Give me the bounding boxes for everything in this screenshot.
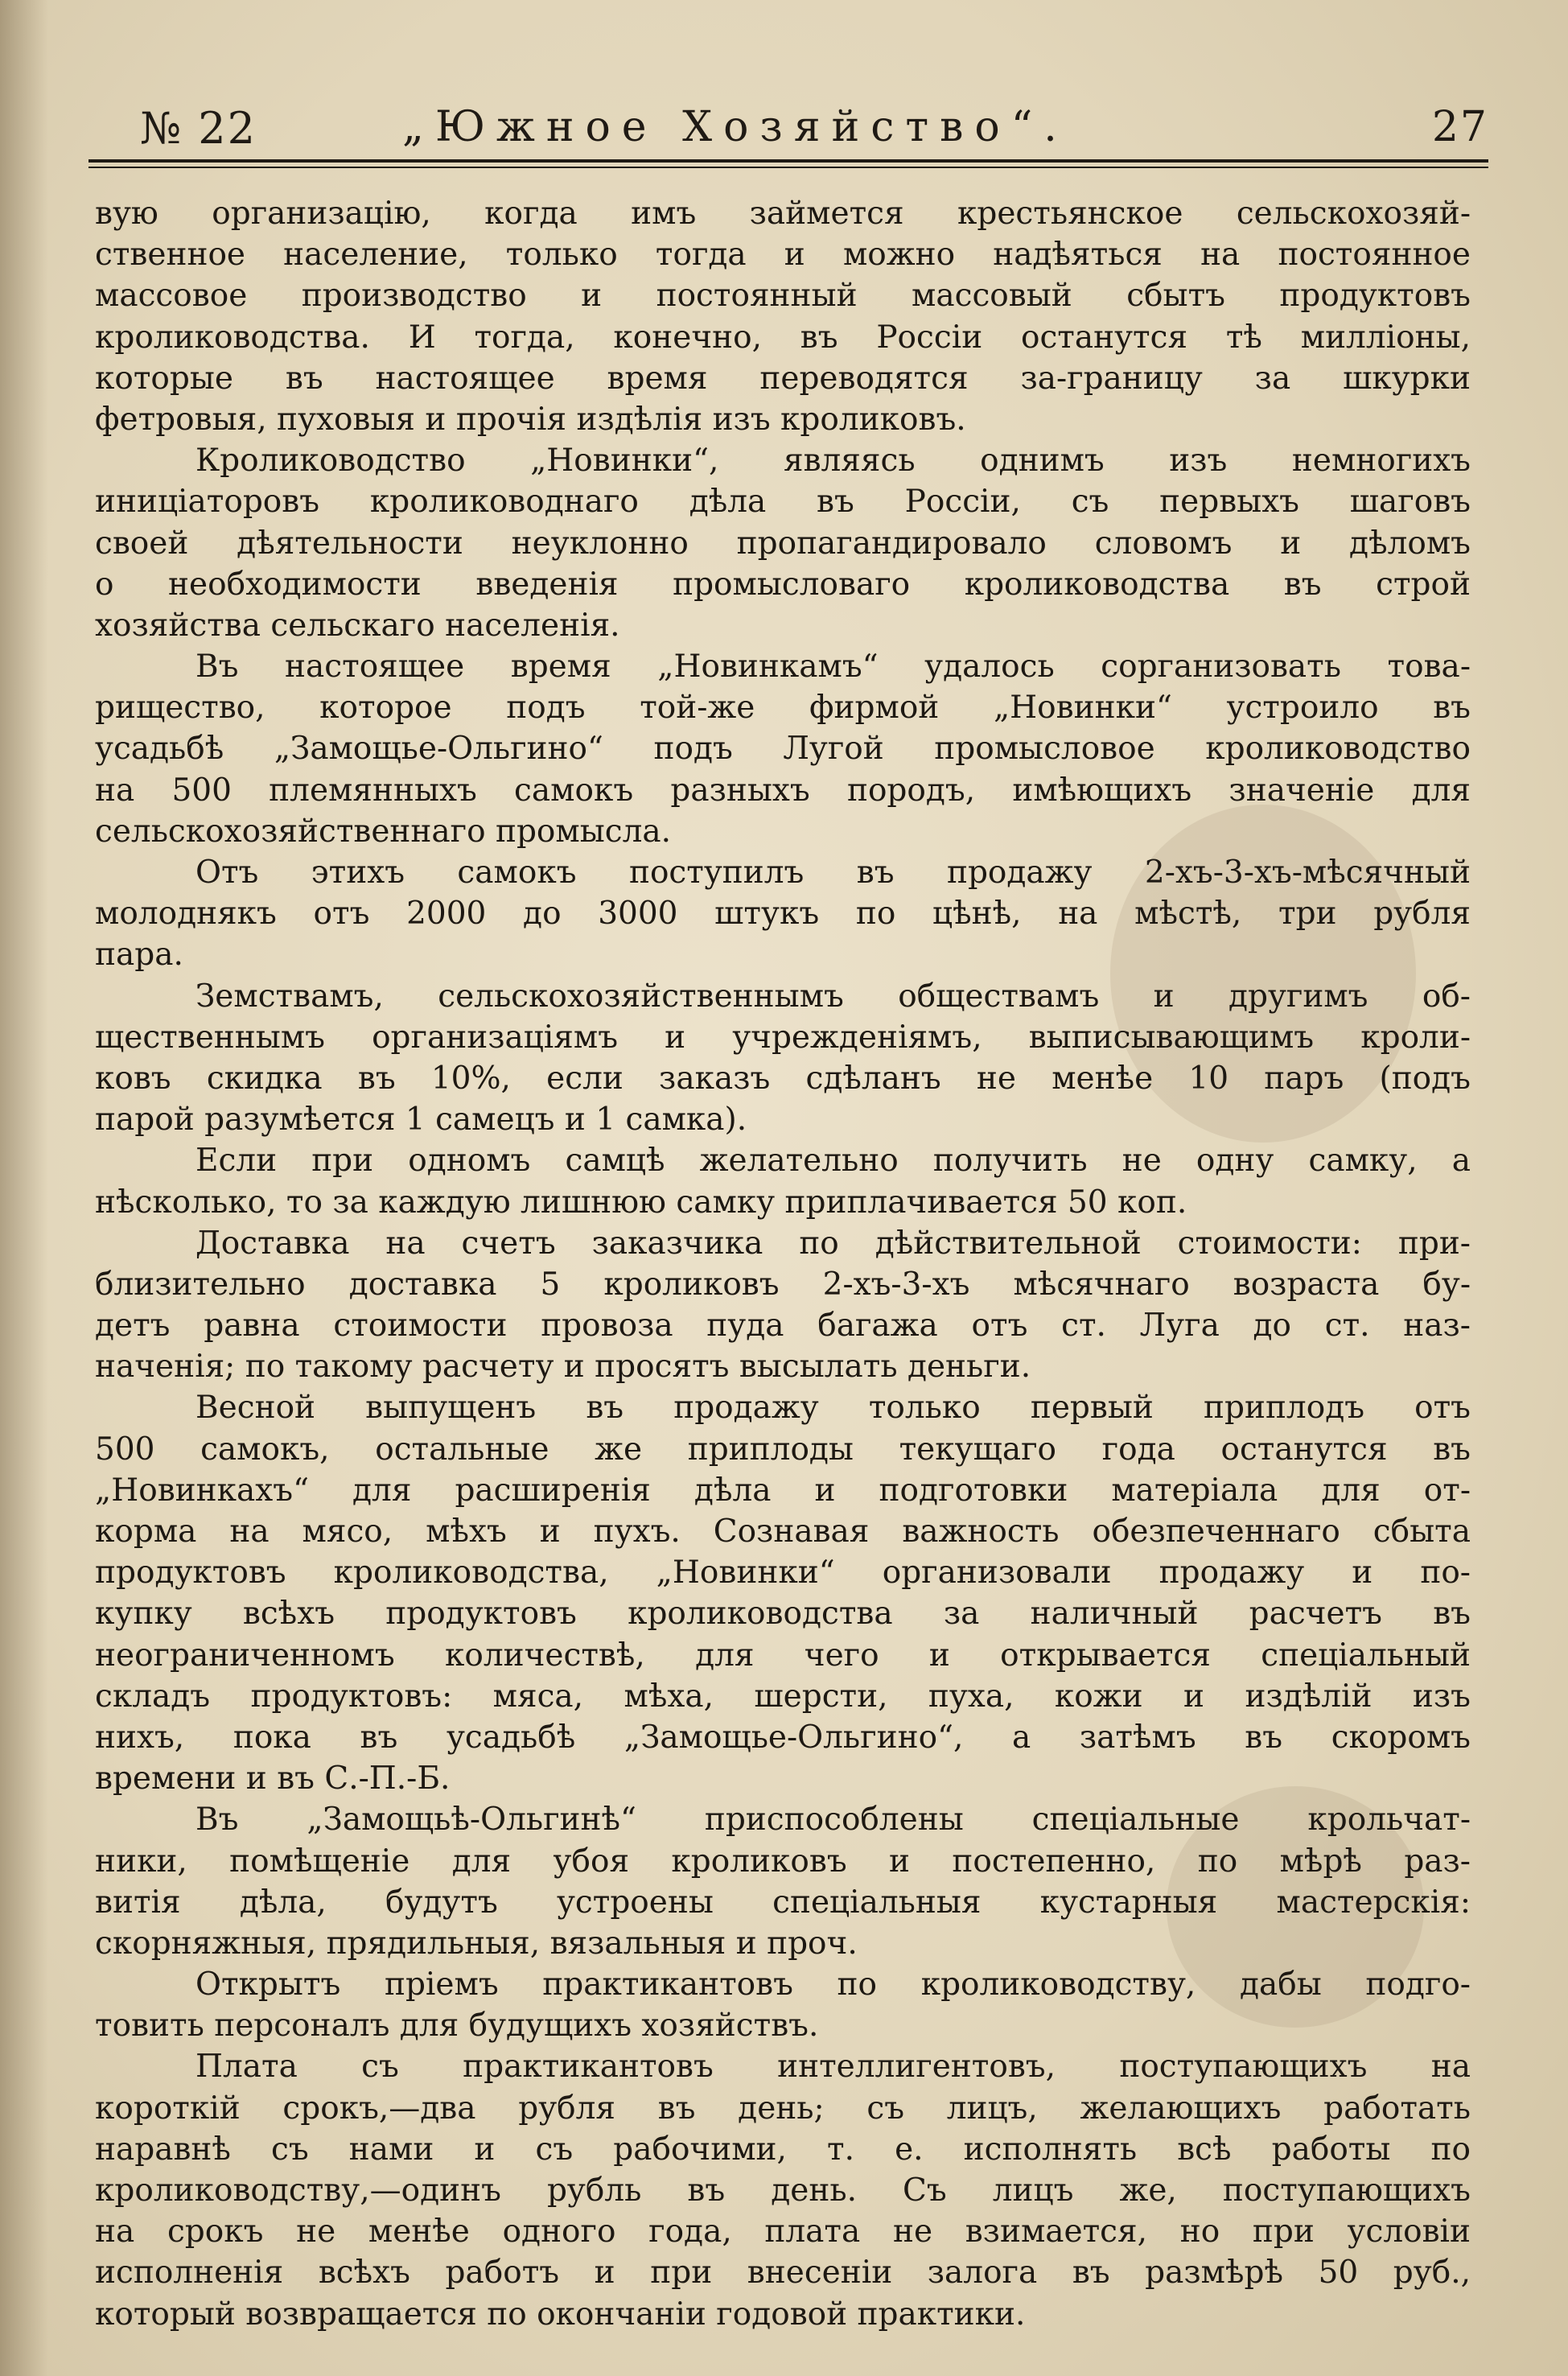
issue-number: № 22 — [140, 103, 257, 154]
text-line: витія дѣла, будутъ устроены спеціальныя кустарныя мастерскія: — [95, 1884, 1471, 1921]
spine-shadow — [0, 0, 48, 2376]
text-line: Доставка на счетъ заказчика по дѣйствительной стоимости: при- — [195, 1225, 1471, 1262]
text-line: вую организацію, когда имъ займется крестьянское сельскохозяй- — [95, 196, 1471, 232]
running-header — [88, 95, 1488, 159]
text-line: товить персоналъ для будущихъ хозяйствъ. — [95, 2007, 819, 2045]
text-line: времени и въ С.-П.-Б. — [95, 1760, 451, 1797]
text-line: кролиководству,—одинъ рубль въ день. Съ лицъ же, поступающихъ — [95, 2172, 1471, 2209]
text-line: иниціаторовъ кролиководнаго дѣла въ Россіи, съ первыхъ шаговъ — [95, 484, 1471, 521]
text-line: щественнымъ организаціямъ и учрежденіямъ, выписывающимъ кроли- — [95, 1019, 1471, 1056]
text-line: на срокъ не менѣе одного года, плата не взимается, но при условіи — [95, 2213, 1471, 2250]
text-line: массовое производство и постоянный массовый сбытъ продуктовъ — [95, 278, 1471, 315]
article-body — [95, 193, 1471, 2335]
text-line: Въ „Замощьѣ-Ольгинѣ“ приспособлены спеціальные крольчат- — [195, 1802, 1471, 1839]
text-line: скорняжныя, прядильныя, вязальныя и проч. — [95, 1925, 858, 1962]
page-number: 27 — [1431, 103, 1488, 151]
text-line: Отъ этихъ самокъ поступилъ въ продажу 2-хъ-3-хъ-мѣсячный — [195, 854, 1471, 891]
text-line: Кролиководство „Новинки“, являясь однимъ изъ немногихъ — [195, 443, 1471, 480]
text-line: усадьбѣ „Замощье-Ольгино“ подъ Лугой промысловое кролиководство — [95, 731, 1471, 768]
text-line: Открытъ пріемъ практикантовъ по кролиководству, дабы подго- — [195, 1966, 1471, 2003]
journal-title: „Южное Хозяйство“. — [402, 103, 1068, 151]
text-line: ковъ скидка въ 10%, если заказъ сдѣланъ не менѣе 10 паръ (подъ — [95, 1060, 1471, 1097]
text-line: Весной выпущенъ въ продажу только первый приплодъ отъ — [195, 1390, 1471, 1427]
text-line: своей дѣятельности неуклонно пропагандировало словомъ и дѣломъ — [95, 525, 1471, 562]
text-line: складъ продуктовъ: мяса, мѣха, шерсти, пуха, кожи и издѣлій изъ — [95, 1678, 1471, 1715]
text-line: Плата съ практикантовъ интеллигентовъ, поступающихъ на — [195, 2049, 1471, 2086]
text-line: пара. — [95, 937, 183, 974]
text-line: который возвращается по окончаніи годовой практики. — [95, 2296, 1026, 2333]
text-line: парой разумѣется 1 самецъ и 1 самка). — [95, 1102, 747, 1139]
text-line: наравнѣ съ нами и съ рабочими, т. е. исполнять всѣ работы по — [95, 2131, 1471, 2168]
text-line: фетровыя, пуховыя и прочія издѣлія изъ кроликовъ. — [95, 401, 966, 438]
text-line: которые въ настоящее время переводятся за-границу за шкурки — [95, 360, 1471, 397]
text-line: Если при одномъ самцѣ желательно получить не одну самку, а — [195, 1143, 1471, 1180]
text-line: Земствамъ, сельскохозяйственнымъ обществамъ и другимъ об- — [195, 978, 1471, 1015]
text-line: корма на мясо, мѣхъ и пухъ. Сознавая важность обезпеченнаго сбыта — [95, 1513, 1471, 1550]
text-line: наченія; по такому расчету и просятъ высылать деньги. — [95, 1349, 1031, 1386]
text-line: „Новинкахъ“ для расширенія дѣла и подготовки матеріала для от- — [95, 1472, 1471, 1509]
header-rule-thick — [88, 159, 1488, 163]
text-line: короткій срокъ,—два рубля въ день; съ лицъ, желающихъ работать — [95, 2090, 1471, 2127]
text-line: ники, помѣщеніе для убоя кроликовъ и постепенно, по мѣрѣ раз- — [95, 1843, 1471, 1880]
text-line: о необходимости введенія промысловаго кролиководства въ строй — [95, 566, 1471, 603]
header-rule-thin — [88, 167, 1488, 168]
text-line: молоднякъ отъ 2000 до 3000 штукъ по цѣнѣ, на мѣстѣ, три рубля — [95, 896, 1471, 933]
text-line: хозяйства сельскаго населенія. — [95, 607, 620, 644]
text-line: детъ равна стоимости провоза пуда багажа отъ ст. Луга до ст. наз- — [95, 1307, 1471, 1344]
text-line: ственное население, только тогда и можно надѣяться на постоянное — [95, 237, 1471, 274]
text-line: нихъ, пока въ усадьбѣ „Замощье-Ольгино“, а затѣмъ въ скоромъ — [95, 1719, 1471, 1756]
text-line: сельскохозяйственнаго промысла. — [95, 813, 672, 850]
text-line: рищество, которое подъ той-же фирмой „Новинки“ устроило въ — [95, 690, 1471, 727]
text-line: исполненія всѣхъ работъ и при внесеніи залога въ размѣрѣ 50 руб., — [95, 2255, 1471, 2292]
text-line: нѣсколько, то за каждую лишнюю самку приплачивается 50 коп. — [95, 1184, 1187, 1221]
text-line: Въ настоящее время „Новинкамъ“ удалось сорганизовать това- — [195, 649, 1471, 686]
text-line: 500 самокъ, остальные же приплоды текущаго года останутся въ — [95, 1431, 1471, 1468]
text-line: близительно доставка 5 кроликовъ 2-хъ-3-хъ мѣсячнаго возраста бу- — [95, 1266, 1471, 1303]
text-line: на 500 племянныхъ самокъ разныхъ породъ, имѣющихъ значеніе для — [95, 772, 1471, 809]
text-line: неограниченномъ количествѣ, для чего и открывается спеціальный — [95, 1637, 1471, 1674]
text-line: кролиководства. И тогда, конечно, въ Россіи останутся тѣ милліоны, — [95, 319, 1471, 356]
text-line: купку всѣхъ продуктовъ кролиководства за наличный расчетъ въ — [95, 1596, 1471, 1633]
text-line: продуктовъ кролиководства, „Новинки“ организовали продажу и по- — [95, 1554, 1471, 1592]
